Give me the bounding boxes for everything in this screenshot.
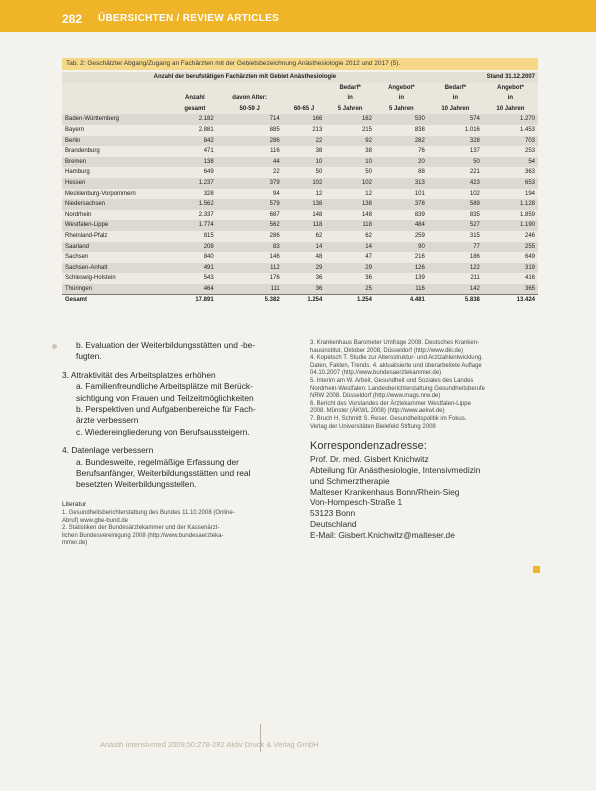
- cell-value: 315: [428, 231, 483, 242]
- cell-value: 10: [325, 157, 375, 168]
- cell-value: 137: [428, 146, 483, 157]
- cell-value: 38: [325, 146, 375, 157]
- address-line: und Schmerztherapie: [310, 475, 390, 486]
- address-line: Von-Hompesch-Straße 1: [310, 497, 403, 508]
- cell-value: 885: [217, 125, 283, 136]
- table-caption: Tab. 2: Geschätzter Abgang/Zugang an Fachärzten mit der Gebietsbezeichnung Anästhesiologie 2012 und 2017 (5).: [62, 58, 538, 70]
- cell-value: 50: [283, 167, 326, 178]
- cell-value: 1.562: [173, 199, 217, 210]
- cell-value: 703: [483, 136, 538, 147]
- table-body: [62, 114, 538, 306]
- cell-value: 62: [283, 231, 326, 242]
- cell-value: 146: [217, 252, 283, 263]
- reference-list: [310, 340, 540, 431]
- reference-line: Daten, Fakten, Trends. 4. aktualisierte und überarbeitete Auflage: [310, 362, 482, 369]
- row-label: Niedersachsen: [62, 199, 173, 210]
- cell-value: 835: [428, 210, 483, 221]
- reference-line: 2008. Münster (ÄKWL 2008) (http://www.aekwl.de): [310, 408, 445, 415]
- row-label: Sachsen-Anhalt: [62, 263, 173, 274]
- bullet-dot: [52, 344, 57, 349]
- table-header-row: [62, 93, 538, 104]
- cell-value: 543: [173, 273, 217, 284]
- cell-value: 62: [325, 231, 375, 242]
- header-cell: Anzahl: [185, 95, 205, 102]
- cell-value: 255: [483, 242, 538, 253]
- cell-value: 47: [325, 252, 375, 263]
- table-row: [62, 273, 538, 284]
- cell-value: 116: [375, 284, 428, 295]
- table-header-row: [62, 83, 538, 94]
- list-line: Berufsanfänger, Weiterbildungsstätten und real: [76, 468, 251, 479]
- cell-value: 286: [217, 231, 283, 242]
- header-cell: gesamt: [184, 105, 206, 112]
- cell-value: 162: [325, 114, 375, 125]
- cell-value: 423: [428, 178, 483, 189]
- cell-value: 838: [375, 125, 428, 136]
- header-date: Stand 31.12.2007: [486, 74, 535, 80]
- cell-value: 216: [375, 252, 428, 263]
- header-cell: 50-59 J: [239, 105, 260, 112]
- list-item-title: Datenlage verbessern: [71, 445, 154, 456]
- table-row: [62, 136, 538, 147]
- cell-value: 77: [428, 242, 483, 253]
- row-label: Mecklenburg-Vorpommern: [62, 189, 173, 200]
- reference-line: NRW 2008. Düsseldorf (http://www.mags.nrw.de): [310, 393, 441, 400]
- cell-value: 122: [428, 263, 483, 274]
- header-cell: in: [398, 95, 405, 102]
- cell-value: 2.881: [173, 125, 217, 136]
- header-cell: [62, 83, 173, 94]
- cell-value: 1.016: [428, 125, 483, 136]
- cell-value: 139: [375, 273, 428, 284]
- cell-value: 328: [173, 189, 217, 200]
- header-cell: Angebot*: [497, 84, 524, 91]
- header-cell: [62, 104, 173, 115]
- cell-value: 118: [325, 220, 375, 231]
- header-band: Anzahl der berufstätigen Fachärzten mit Gebiet Anästhesiologie: [153, 74, 337, 80]
- cell-value: 589: [428, 199, 483, 210]
- header-cell: [62, 93, 173, 104]
- table-header-band: [62, 72, 538, 83]
- left-column: [62, 340, 302, 547]
- address-line: Deutschland: [310, 518, 357, 529]
- list-line: besetzten Weiterbildungsstellen.: [76, 479, 197, 490]
- reference-line: 3. Krankenhaus Barometer Umfrage 2008. Deutsches Kranken-: [310, 340, 480, 346]
- cell-value: 471: [173, 146, 217, 157]
- reference-line: Nordrhein-Westfalen: Landesberichterstattung Gesundheitsberufe: [310, 385, 485, 392]
- cell-value: 211: [428, 273, 483, 284]
- header-cell: Bedarf*: [444, 84, 467, 91]
- cell-value: 102: [428, 189, 483, 200]
- row-label: Hamburg: [62, 167, 173, 178]
- row-label: Westfalen-Lippe: [62, 220, 173, 231]
- header-cell: in: [452, 95, 459, 102]
- table-row: [62, 284, 538, 295]
- list-marker: 4.: [62, 445, 72, 456]
- row-label: Gesamt: [62, 295, 173, 306]
- header-cell: Bedarf*: [339, 84, 361, 91]
- cell-value: 10: [283, 157, 326, 168]
- reference-line: 04.10.2007 (http://www.bundesaerztekammer.de): [310, 370, 442, 377]
- data-table: [62, 72, 538, 306]
- header-cell: 5 Jahren: [389, 105, 414, 112]
- table-row: [62, 157, 538, 168]
- cell-value: 1.254: [325, 295, 375, 306]
- header-cell: 10 Jahren: [441, 105, 470, 112]
- table-row: [62, 263, 538, 274]
- table-row: [62, 210, 538, 221]
- cell-value: 416: [483, 273, 538, 284]
- cell-value: 90: [375, 242, 428, 253]
- cell-value: 29: [325, 263, 375, 274]
- address-line: E-Mail: Gisbert.Knichwitz@malteser.de: [310, 529, 455, 540]
- correspondence-address: [310, 454, 540, 540]
- cell-value: 1.453: [483, 125, 538, 136]
- cell-value: 253: [483, 146, 538, 157]
- cell-value: 138: [173, 157, 217, 168]
- cell-value: 94: [217, 189, 283, 200]
- cell-value: 50: [325, 167, 375, 178]
- literature-list: [62, 510, 302, 547]
- table-row: [62, 114, 538, 125]
- header-cell: in: [507, 95, 514, 102]
- cell-value: 319: [483, 263, 538, 274]
- cell-value: 282: [375, 136, 428, 147]
- cell-value: 22: [217, 167, 283, 178]
- cell-value: 50: [428, 157, 483, 168]
- sublist-item: [62, 427, 302, 438]
- cell-value: 36: [283, 273, 326, 284]
- list-line: ärzte verbessern: [76, 415, 139, 426]
- table-row: [62, 189, 538, 200]
- list-line: fugten.: [76, 351, 102, 362]
- cell-value: 815: [173, 231, 217, 242]
- reference-line: 6. Bericht des Vorstandes der Ärztekammer Westfalen-Lippe: [310, 400, 471, 407]
- cell-value: 687: [217, 210, 283, 221]
- cell-value: 313: [375, 178, 428, 189]
- cell-value: 579: [217, 199, 283, 210]
- header-cell: Angebot*: [388, 84, 415, 91]
- cell-value: 286: [217, 136, 283, 147]
- row-label: Hessen: [62, 178, 173, 189]
- cell-value: 88: [375, 167, 428, 178]
- correspondence-heading: Korrespondenzadresse:: [310, 440, 427, 453]
- list-line: a. Bundesweite, regelmäßige Erfassung der: [76, 456, 239, 467]
- cell-value: 17.891: [173, 295, 217, 306]
- cell-value: 1.190: [483, 220, 538, 231]
- literature-line: mmer.de): [62, 539, 88, 546]
- row-label: Thüringen: [62, 284, 173, 295]
- cell-value: 839: [375, 210, 428, 221]
- list-line: a. Familienfreundliche Arbeitsplätze mit Berück-: [76, 381, 253, 392]
- cell-value: 44: [217, 157, 283, 168]
- cell-value: 102: [283, 178, 326, 189]
- cell-value: 76: [375, 146, 428, 157]
- cell-value: 14: [325, 242, 375, 253]
- cell-value: 363: [483, 167, 538, 178]
- reference-line: Verlag der Universitäten Bielefeld Stiftung 2008: [310, 423, 436, 430]
- row-label: Baden-Württemberg: [62, 114, 173, 125]
- cell-value: 166: [283, 114, 326, 125]
- row-label: Brandenburg: [62, 146, 173, 157]
- literature-line: 2. Statistiken der Bundesärztekammer und der Kassenärzt-: [62, 525, 220, 532]
- end-marker: [533, 566, 540, 573]
- cell-value: 527: [428, 220, 483, 231]
- cell-value: 530: [375, 114, 428, 125]
- row-label: Bayern: [62, 125, 173, 136]
- sublist-item: [62, 457, 302, 491]
- list-item-3: [62, 370, 302, 381]
- cell-value: 840: [173, 252, 217, 263]
- address-line: 53123 Bonn: [310, 508, 356, 519]
- cell-value: 148: [325, 210, 375, 221]
- cell-value: 5.382: [217, 295, 283, 306]
- header-cell: [217, 83, 283, 94]
- list-marker: 3.: [62, 369, 71, 380]
- literature-line: Abruf) www.gbe-bund.de: [62, 517, 129, 524]
- sublist: [62, 457, 302, 491]
- header-cell: davon Alter:: [232, 95, 268, 102]
- header-cell: [283, 83, 326, 94]
- address-line: Abteilung für Anästhesiologie, Intensivmedizin: [310, 464, 481, 475]
- cell-value: 22: [283, 136, 326, 147]
- reference-line: hausinstitut, Oktober 2008, Düsseldorf (http://www.dki.de): [310, 347, 464, 354]
- cell-value: 1.128: [483, 199, 538, 210]
- cell-value: 138: [283, 199, 326, 210]
- row-label: Berlin: [62, 136, 173, 147]
- row-label: Schleswig-Holstein: [62, 273, 173, 284]
- cell-value: 118: [283, 220, 326, 231]
- cell-value: 38: [283, 146, 326, 157]
- header-cell: [283, 93, 326, 104]
- row-label: Saarland: [62, 242, 173, 253]
- cell-value: 12: [325, 189, 375, 200]
- cell-value: 842: [173, 136, 217, 147]
- cell-value: 102: [325, 178, 375, 189]
- cell-value: 221: [428, 167, 483, 178]
- cell-value: 148: [283, 210, 326, 221]
- cell-value: 714: [217, 114, 283, 125]
- cell-value: 83: [217, 242, 283, 253]
- cell-value: 259: [375, 231, 428, 242]
- cell-value: 116: [217, 146, 283, 157]
- cell-value: 1.237: [173, 178, 217, 189]
- sublist-item: [62, 404, 302, 427]
- list-item-b-prev: [62, 340, 302, 363]
- address-line: Prof. Dr. med. Gisbert Knichwitz: [310, 454, 429, 465]
- table-row: [62, 125, 538, 136]
- cell-value: 215: [325, 125, 375, 136]
- cell-value: 1.859: [483, 210, 538, 221]
- table-row: [62, 231, 538, 242]
- cell-value: 112: [217, 263, 283, 274]
- header-cell: 60-65 J: [293, 105, 315, 112]
- cell-value: 562: [217, 220, 283, 231]
- cell-value: 25: [325, 284, 375, 295]
- footer-text: Anästh Intensivmed 2009;50:278-282 Aktiv Druck & Verlag GmbH: [100, 740, 319, 749]
- cell-value: 378: [375, 199, 428, 210]
- cell-value: 2.337: [173, 210, 217, 221]
- table-header-row: [62, 104, 538, 115]
- cell-value: 246: [483, 231, 538, 242]
- cell-value: 29: [283, 263, 326, 274]
- page-number: 282: [62, 12, 83, 26]
- sublist: [62, 381, 302, 438]
- cell-value: 138: [325, 199, 375, 210]
- cell-value: 4.481: [375, 295, 428, 306]
- table-row: [62, 199, 538, 210]
- list-line: c. Wiedereingliederung von Berufsaussteigern.: [76, 426, 250, 437]
- table-row: [62, 146, 538, 157]
- cell-value: 36: [283, 284, 326, 295]
- cell-value: 176: [217, 273, 283, 284]
- header-cell: [173, 83, 217, 94]
- literature-heading: Literatur: [62, 500, 87, 508]
- header-cell: in: [347, 95, 353, 102]
- cell-value: 48: [283, 252, 326, 263]
- row-label: Nordrhein: [62, 210, 173, 221]
- table-row: [62, 252, 538, 263]
- right-column: [310, 340, 540, 541]
- section-title: ÜBERSICHTEN / REVIEW ARTICLES: [98, 13, 280, 24]
- address-line: Malteser Krankenhaus Bonn/Rhein-Sieg: [310, 486, 460, 497]
- cell-value: 213: [283, 125, 326, 136]
- cell-value: 101: [375, 189, 428, 200]
- list-line: sichtigung von Frauen und Teilzeitmöglichkeiten: [76, 392, 254, 403]
- reference-line: 7. Bruch H, Schmitt S. Reser. Gesundheitspolitik im Fokus.: [310, 415, 467, 422]
- table-row: [62, 167, 538, 178]
- header-cell: 10 Jahren: [496, 105, 525, 112]
- cell-value: 13.424: [483, 295, 538, 306]
- reference-line: 4. Kopetsch T. Studie zur Altersstruktur- und Arztzahlentwicklung.: [310, 355, 483, 362]
- cell-value: 2.182: [173, 114, 217, 125]
- cell-value: 111: [217, 284, 283, 295]
- cell-value: 491: [173, 263, 217, 274]
- cell-value: 142: [428, 284, 483, 295]
- cell-value: 186: [428, 252, 483, 263]
- cell-value: 12: [283, 189, 326, 200]
- row-label: Rheinland-Pfalz: [62, 231, 173, 242]
- cell-value: 1.270: [483, 114, 538, 125]
- cell-value: 328: [428, 136, 483, 147]
- cell-value: 194: [483, 189, 538, 200]
- cell-value: 365: [483, 284, 538, 295]
- cell-value: 464: [173, 284, 217, 295]
- table-row: [62, 178, 538, 189]
- table-row: [62, 220, 538, 231]
- cell-value: 574: [428, 114, 483, 125]
- cell-value: 54: [483, 157, 538, 168]
- cell-value: 5.838: [428, 295, 483, 306]
- list-line: b. Perspektiven und Aufgabenbereiche für Fach-: [76, 404, 256, 415]
- cell-value: 36: [325, 273, 375, 284]
- cell-value: 20: [375, 157, 428, 168]
- cell-value: 649: [483, 252, 538, 263]
- cell-value: 379: [217, 178, 283, 189]
- cell-value: 126: [375, 263, 428, 274]
- cell-value: 92: [325, 136, 375, 147]
- list-item-title: Attraktivität des Arbeitsplatzes erhöhen: [70, 369, 216, 380]
- table-row: [62, 242, 538, 253]
- total-row: [62, 295, 538, 306]
- cell-value: 1.254: [283, 295, 326, 306]
- header-bar: [0, 0, 596, 32]
- list-item-4: [62, 445, 302, 456]
- row-label: Bremen: [62, 157, 173, 168]
- reference-line: 5. Interim am W. Arbeit, Gesundheit und Soziales des Landes: [310, 377, 474, 384]
- cell-value: 649: [173, 167, 217, 178]
- cell-value: 653: [483, 178, 538, 189]
- cell-value: 14: [283, 242, 326, 253]
- cell-value: 208: [173, 242, 217, 253]
- literature-line: lichen Bundesvereinigung 2008 (http://www.bundesaerzteka-: [62, 532, 224, 539]
- literature-line: 1. Gesundheitsberichterstattung des Bundes 11.10.2008 (Online-: [62, 510, 235, 517]
- list-line: b. Evaluation der Weiterbildungsstätten und -be-: [76, 340, 256, 350]
- header-cell: 5 Jahren: [337, 105, 363, 112]
- sublist-item: [62, 381, 302, 404]
- row-label: Sachsen: [62, 252, 173, 263]
- cell-value: 1.774: [173, 220, 217, 231]
- cell-value: 484: [375, 220, 428, 231]
